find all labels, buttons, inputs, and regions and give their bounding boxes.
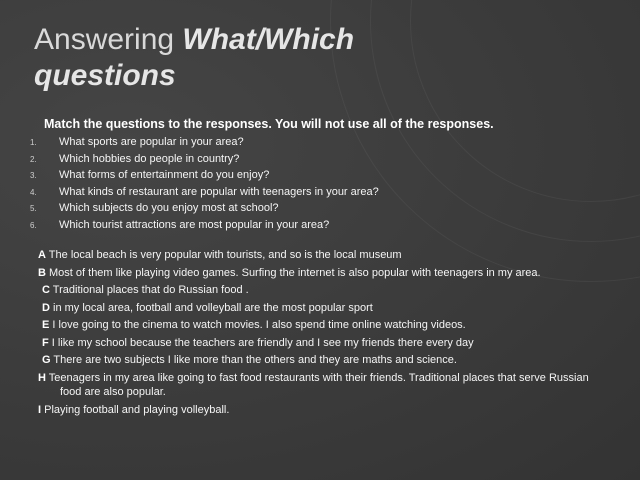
response-letter: I	[38, 403, 42, 416]
question-item	[30, 151, 379, 168]
response-letter: F	[42, 336, 49, 349]
response-letter: G	[42, 354, 51, 366]
response-item	[38, 371, 598, 400]
response-letter: B	[38, 266, 46, 279]
response-letter: D	[42, 301, 50, 314]
slide-title	[34, 22, 454, 94]
response-text: The local beach is very popular with tourists, and so is the local museum	[45, 249, 402, 261]
response-item	[38, 353, 598, 368]
response-text: Traditional places that do Russian food .	[49, 284, 249, 296]
response-text: I love going to the cinema to watch movies. I also spend time online watching videos.	[49, 319, 466, 331]
question-item	[30, 184, 379, 201]
question-number: 3.	[30, 171, 37, 180]
response-item	[38, 318, 598, 333]
question-number: 4.	[30, 187, 37, 197]
response-letter: A	[38, 249, 46, 261]
response-item	[38, 403, 598, 418]
response-item	[38, 248, 598, 263]
response-letter: H	[38, 371, 46, 384]
response-text: Most of them like playing video games. Surfing the internet is also popular with teenagers in my area.	[45, 266, 541, 279]
response-letter: E	[42, 319, 50, 331]
response-text: in my local area, football and volleyball are the most popular sport	[49, 301, 373, 314]
title-normal: Answering	[34, 23, 183, 56]
response-list	[38, 248, 598, 420]
response-text: Teenagers in my area like going to fast food restaurants with their friends. Traditional places that serve Russian food are also popular.	[45, 371, 589, 398]
response-item	[38, 283, 598, 298]
response-text: Playing football and playing volleyball.	[41, 403, 230, 416]
title-bold: What/Which questions	[34, 23, 355, 92]
response-item	[38, 301, 598, 316]
question-text: Which tourist attractions are most popular in your area?	[59, 218, 330, 231]
question-item	[30, 200, 379, 217]
question-item	[30, 134, 379, 151]
instruction-text: Match the questions to the responses. You will not use all of the responses.	[44, 117, 494, 131]
question-list	[30, 134, 379, 233]
question-number: 1.	[30, 138, 37, 147]
question-text: Which subjects do you enjoy most at school?	[59, 202, 279, 214]
question-text: Which hobbies do people in country?	[59, 152, 240, 165]
question-number: 6.	[30, 220, 37, 230]
question-number: 5.	[30, 204, 37, 213]
question-item	[30, 217, 379, 234]
response-item	[38, 336, 598, 351]
question-text: What kinds of restaurant are popular with teenagers in your area?	[59, 185, 379, 198]
response-item	[38, 266, 598, 281]
question-text: What forms of entertainment do you enjoy?	[59, 169, 270, 181]
question-item	[30, 167, 379, 184]
response-letter: C	[42, 284, 50, 296]
question-number: 2.	[30, 154, 37, 164]
question-text: What sports are popular in your area?	[59, 136, 244, 148]
response-text: There are two subjects I like more than the others and they are maths and science.	[50, 354, 457, 366]
response-text: I like my school because the teachers are friendly and I see my friends there every day	[48, 336, 474, 349]
